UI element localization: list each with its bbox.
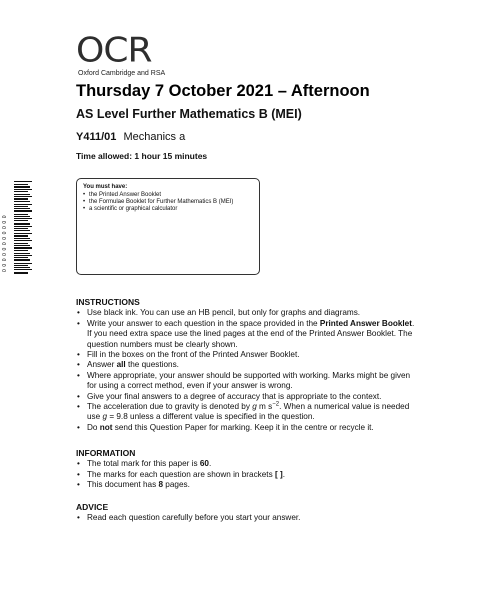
information-item [76, 480, 421, 490]
barcode-stripe [14, 204, 32, 205]
barcode-stripe [14, 226, 32, 227]
logo-tagline: Oxford Cambridge and RSA [78, 70, 166, 77]
instruction-text: Fill in the boxes on the front of the Printed Answer Booklet. [87, 350, 300, 360]
instruction-text: . If you need extra space use the lined pages at the end of the Printed Answer Booklet. The question numbers must be clearly shown. [87, 318, 415, 349]
instruction-item [76, 392, 421, 402]
advice-list [76, 513, 421, 523]
instruction-emphasis: Printed Answer Booklet [319, 318, 412, 328]
barcode-stripe [14, 263, 32, 264]
information-item [76, 459, 421, 469]
must-have-box [76, 178, 260, 275]
instructions-list [76, 308, 421, 433]
barcode-stripe [14, 191, 28, 192]
instruction-emphasis: not [99, 422, 113, 432]
information-section [76, 448, 421, 491]
advice-item: • Read each question carefully before you start your answer. [76, 513, 421, 523]
advice-heading: ADVICE [76, 502, 109, 512]
paper-code-line [76, 131, 185, 143]
time-allowed: Time allowed: 1 hour 15 minutes [76, 151, 208, 161]
barcode-stripe [14, 259, 30, 260]
instruction-emphasis: all [116, 360, 126, 370]
barcode-stripe [14, 269, 32, 270]
barcode-stripe [14, 255, 32, 256]
logo-wordmark: OCR [76, 31, 152, 71]
paper-code: Y411/01 [76, 131, 117, 143]
barcode-stripe [14, 228, 28, 229]
information-text: pages. [163, 480, 190, 490]
advice-section [76, 502, 421, 524]
barcode-stripe [14, 196, 32, 197]
information-text: The total mark for this paper is [87, 459, 200, 469]
barcode-stripe [14, 253, 30, 254]
instruction-item [76, 371, 421, 392]
barcode-stripe [14, 194, 30, 195]
must-have-heading: You must have: [83, 184, 128, 190]
gravity-unit: m s [256, 402, 273, 412]
instruction-item [76, 350, 421, 360]
barcode-stripe [14, 223, 30, 224]
barcode-stripe [14, 216, 30, 217]
barcode-stripe [14, 235, 28, 236]
unit-exponent: −2 [272, 401, 280, 408]
information-heading: INFORMATION [76, 448, 136, 458]
barcode-stripe [14, 233, 32, 234]
barcode-stripe [14, 238, 30, 239]
barcode-stripe [14, 250, 28, 251]
barcode-stripe [14, 230, 30, 231]
information-item [76, 470, 421, 480]
information-text: . [282, 469, 285, 479]
exam-date-title: Thursday 7 October 2021 – Afternoon [76, 82, 370, 100]
must-have-item: • the Formulae Booklet for Further Mathematics B (MEI) [83, 199, 253, 206]
information-list [76, 459, 421, 490]
barcode-stripe [14, 198, 28, 199]
gravity-symbol: g [252, 402, 257, 412]
barcode-stripe [14, 272, 28, 273]
instruction-text: Use black ink. You can use an HB pencil, but only for graphs and diagrams. [87, 308, 361, 318]
instruction-item [76, 423, 421, 433]
barcode-stripe [14, 257, 28, 258]
instruction-item [76, 308, 421, 318]
brackets-symbol: [ ] [274, 469, 283, 479]
barcode-stripe [14, 214, 28, 215]
gravity-symbol: g [102, 412, 108, 422]
ocr-logo [76, 31, 166, 77]
instructions-heading: INSTRUCTIONS [76, 297, 140, 307]
instruction-text: Do [87, 422, 100, 432]
barcode-stripe [14, 245, 30, 246]
must-have-item: • a scientific or graphical calculator [83, 206, 253, 213]
instruction-text: send this Question Paper for marking. Keep it in the centre or recycle it. [112, 422, 374, 432]
information-text: . [208, 459, 212, 469]
instructions-section [76, 297, 421, 433]
barcode-stripe [14, 186, 30, 187]
barcode-stripe [14, 243, 28, 244]
barcode-stripe [14, 181, 32, 182]
barcode-number: 0 0 0 0 0 0 0 0 0 0 0 [2, 214, 8, 272]
instruction-text: Where appropriate, your answer should be supported with working. Marks might be given for using a correct method, even if your answer is wrong. [87, 370, 411, 391]
instruction-text: . When a numerical value is needed use [87, 402, 410, 422]
barcode-stripe [14, 201, 30, 202]
instruction-text: The acceleration due to gravity is denoted by [87, 402, 253, 412]
barcode-stripe [14, 265, 28, 266]
information-text: The marks for each question are shown in brackets [87, 469, 275, 479]
information-text: This document has [87, 480, 159, 490]
paper-name: Mechanics a [123, 131, 186, 143]
instruction-text: Give your final answers to a degree of accuracy that is appropriate to the context. [87, 391, 382, 401]
barcode-stripe [14, 218, 32, 219]
instruction-text: the questions. [125, 360, 179, 370]
instruction-item [76, 402, 421, 423]
barcode-stripe [14, 247, 32, 248]
barcode-stripe [14, 184, 28, 185]
barcode-stripe [14, 267, 30, 268]
barcode [14, 181, 32, 275]
barcode-stripe [14, 208, 30, 209]
instruction-item [76, 360, 421, 370]
instruction-item [76, 319, 421, 350]
page-count: 8 [158, 480, 164, 490]
barcode-stripe [14, 189, 32, 190]
must-have-list [83, 192, 253, 214]
barcode-stripe [14, 210, 32, 211]
barcode-stripe [14, 220, 28, 221]
instruction-text: Answer [87, 360, 117, 370]
instruction-text: = 9.8 unless a different value is specified in the question. [107, 412, 315, 422]
must-have-item: • the Printed Answer Booklet [83, 192, 253, 199]
barcode-stripe [14, 240, 32, 241]
total-marks: 60 [199, 459, 209, 469]
instruction-text: Write your answer to each question in the space provided in the [87, 318, 320, 328]
qualification-title: AS Level Further Mathematics B (MEI) [76, 107, 302, 121]
barcode-stripe [14, 206, 28, 207]
